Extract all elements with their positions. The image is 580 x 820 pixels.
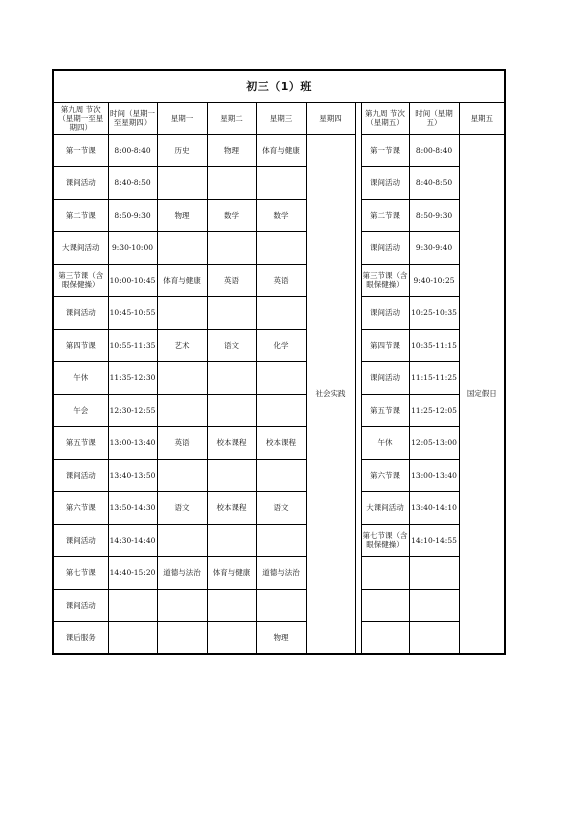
cell-period: 课间活动 xyxy=(53,589,108,622)
cell-monday: 历史 xyxy=(157,134,207,167)
cell-tuesday xyxy=(207,394,256,427)
cell-time: 13:00-13:40 xyxy=(108,427,157,460)
cell-friday-time xyxy=(409,622,459,655)
table-row xyxy=(53,134,505,167)
cell-period: 课间活动 xyxy=(53,524,108,557)
cell-friday-period: 第三节课（含眼保健操） xyxy=(361,264,409,297)
cell-period: 课后服务 xyxy=(53,622,108,655)
cell-friday-time: 11:25-12:05 xyxy=(409,394,459,427)
cell-period: 第四节课 xyxy=(53,329,108,362)
table-row xyxy=(53,524,505,557)
cell-friday-time xyxy=(409,589,459,622)
cell-wednesday: 语文 xyxy=(256,492,306,525)
cell-tuesday: 校本课程 xyxy=(207,427,256,460)
cell-period: 课间活动 xyxy=(53,297,108,330)
cell-monday xyxy=(157,524,207,557)
cell-time: 13:50-14:30 xyxy=(108,492,157,525)
table-row xyxy=(53,329,505,362)
cell-period: 第二节课 xyxy=(53,199,108,232)
table-row xyxy=(53,589,505,622)
cell-wednesday: 化学 xyxy=(256,329,306,362)
cell-tuesday xyxy=(207,622,256,655)
cell-monday: 体育与健康 xyxy=(157,264,207,297)
cell-wednesday xyxy=(256,394,306,427)
table-row xyxy=(53,232,505,265)
header-period-friday: 第九周 节次（星期五） xyxy=(361,102,409,134)
table-row xyxy=(53,297,505,330)
cell-time: 9:30-10:00 xyxy=(108,232,157,265)
cell-monday xyxy=(157,167,207,200)
cell-friday-all: 国定假日 xyxy=(459,134,505,654)
table-row xyxy=(53,199,505,232)
cell-monday xyxy=(157,232,207,265)
table-title: 初三（1）班 xyxy=(53,70,505,102)
table-row xyxy=(53,362,505,395)
table-row xyxy=(53,459,505,492)
cell-period: 课间活动 xyxy=(53,167,108,200)
cell-thursday-all: 社会实践 xyxy=(306,134,355,654)
cell-tuesday: 语文 xyxy=(207,329,256,362)
cell-time xyxy=(108,589,157,622)
cell-time: 14:30-14:40 xyxy=(108,524,157,557)
cell-friday-time: 12:05-13:00 xyxy=(409,427,459,460)
header-row xyxy=(53,102,505,134)
cell-tuesday: 校本课程 xyxy=(207,492,256,525)
cell-monday: 语文 xyxy=(157,492,207,525)
cell-time: 10:55-11:35 xyxy=(108,329,157,362)
cell-period: 第三节课（含眼保健操） xyxy=(53,264,108,297)
cell-wednesday xyxy=(256,524,306,557)
cell-time: 11:35-12:30 xyxy=(108,362,157,395)
cell-wednesday: 英语 xyxy=(256,264,306,297)
cell-friday-period xyxy=(361,589,409,622)
cell-tuesday: 物理 xyxy=(207,134,256,167)
cell-time xyxy=(108,622,157,655)
cell-friday-time: 8:50-9:30 xyxy=(409,199,459,232)
cell-tuesday xyxy=(207,297,256,330)
cell-period: 午会 xyxy=(53,394,108,427)
cell-friday-period: 大课间活动 xyxy=(361,492,409,525)
header-monday: 星期一 xyxy=(157,102,207,134)
table-row xyxy=(53,492,505,525)
cell-friday-time: 13:00-13:40 xyxy=(409,459,459,492)
cell-friday-time: 14:10-14:55 xyxy=(409,524,459,557)
cell-wednesday xyxy=(256,232,306,265)
cell-tuesday xyxy=(207,589,256,622)
cell-wednesday: 物理 xyxy=(256,622,306,655)
cell-time: 10:45-10:55 xyxy=(108,297,157,330)
cell-wednesday xyxy=(256,362,306,395)
cell-friday-time: 10:25-10:35 xyxy=(409,297,459,330)
table-row xyxy=(53,167,505,200)
cell-friday-period: 第五节课 xyxy=(361,394,409,427)
cell-friday-period: 第七节课（含眼保健操） xyxy=(361,524,409,557)
header-thursday: 星期四 xyxy=(306,102,355,134)
cell-friday-time: 8:40-8:50 xyxy=(409,167,459,200)
table-row xyxy=(53,427,505,460)
cell-wednesday xyxy=(256,167,306,200)
cell-monday: 道德与法治 xyxy=(157,557,207,590)
cell-time: 8:40-8:50 xyxy=(108,167,157,200)
cell-friday-period xyxy=(361,622,409,655)
cell-period: 大课间活动 xyxy=(53,232,108,265)
cell-wednesday: 道德与法治 xyxy=(256,557,306,590)
cell-wednesday xyxy=(256,297,306,330)
cell-friday-period: 课间活动 xyxy=(361,167,409,200)
cell-friday-period: 课间活动 xyxy=(361,362,409,395)
cell-tuesday xyxy=(207,459,256,492)
cell-period: 第六节课 xyxy=(53,492,108,525)
cell-time: 8:00-8:40 xyxy=(108,134,157,167)
cell-time: 12:30-12:55 xyxy=(108,394,157,427)
cell-period: 第一节课 xyxy=(53,134,108,167)
cell-friday-period: 第一节课 xyxy=(361,134,409,167)
cell-friday-time: 8:00-8:40 xyxy=(409,134,459,167)
cell-friday-period: 午休 xyxy=(361,427,409,460)
cell-tuesday xyxy=(207,167,256,200)
cell-tuesday: 数学 xyxy=(207,199,256,232)
cell-friday-period: 课间活动 xyxy=(361,232,409,265)
cell-wednesday: 数学 xyxy=(256,199,306,232)
cell-time: 14:40-15:20 xyxy=(108,557,157,590)
cell-friday-time: 13:40-14:10 xyxy=(409,492,459,525)
cell-period: 第五节课 xyxy=(53,427,108,460)
cell-friday-time: 9:30-9:40 xyxy=(409,232,459,265)
cell-monday xyxy=(157,622,207,655)
cell-monday: 物理 xyxy=(157,199,207,232)
cell-time: 13:40-13:50 xyxy=(108,459,157,492)
cell-friday-period xyxy=(361,557,409,590)
cell-monday xyxy=(157,297,207,330)
header-time-mon-thu: 时间（星期一至星期四） xyxy=(108,102,157,134)
cell-period: 第七节课 xyxy=(53,557,108,590)
cell-monday xyxy=(157,362,207,395)
cell-friday-period: 第六节课 xyxy=(361,459,409,492)
cell-friday-time xyxy=(409,557,459,590)
header-time-friday: 时间（星期五） xyxy=(409,102,459,134)
cell-wednesday xyxy=(256,459,306,492)
cell-wednesday xyxy=(256,589,306,622)
cell-tuesday: 英语 xyxy=(207,264,256,297)
cell-friday-period: 课间活动 xyxy=(361,297,409,330)
cell-tuesday xyxy=(207,524,256,557)
cell-monday xyxy=(157,394,207,427)
cell-monday xyxy=(157,589,207,622)
cell-time: 8:50-9:30 xyxy=(108,199,157,232)
table-row xyxy=(53,264,505,297)
header-wednesday: 星期三 xyxy=(256,102,306,134)
timetable xyxy=(52,69,506,655)
cell-friday-time: 10:35-11:15 xyxy=(409,329,459,362)
cell-time: 10:00-10:45 xyxy=(108,264,157,297)
cell-friday-time: 9:40-10:25 xyxy=(409,264,459,297)
cell-period: 课间活动 xyxy=(53,459,108,492)
cell-friday-period: 第二节课 xyxy=(361,199,409,232)
cell-friday-time: 11:15-11:25 xyxy=(409,362,459,395)
cell-period: 午休 xyxy=(53,362,108,395)
cell-friday-period: 第四节课 xyxy=(361,329,409,362)
table-row xyxy=(53,557,505,590)
cell-wednesday: 体育与健康 xyxy=(256,134,306,167)
cell-tuesday xyxy=(207,232,256,265)
cell-tuesday xyxy=(207,362,256,395)
cell-monday: 艺术 xyxy=(157,329,207,362)
header-tuesday: 星期二 xyxy=(207,102,256,134)
table-row xyxy=(53,622,505,655)
header-friday: 星期五 xyxy=(459,102,505,134)
cell-monday xyxy=(157,459,207,492)
cell-tuesday: 体育与健康 xyxy=(207,557,256,590)
header-period-mon-thu: 第九周 节次（星期一至星期四） xyxy=(53,102,108,134)
cell-wednesday: 校本课程 xyxy=(256,427,306,460)
cell-monday: 英语 xyxy=(157,427,207,460)
table-row xyxy=(53,394,505,427)
